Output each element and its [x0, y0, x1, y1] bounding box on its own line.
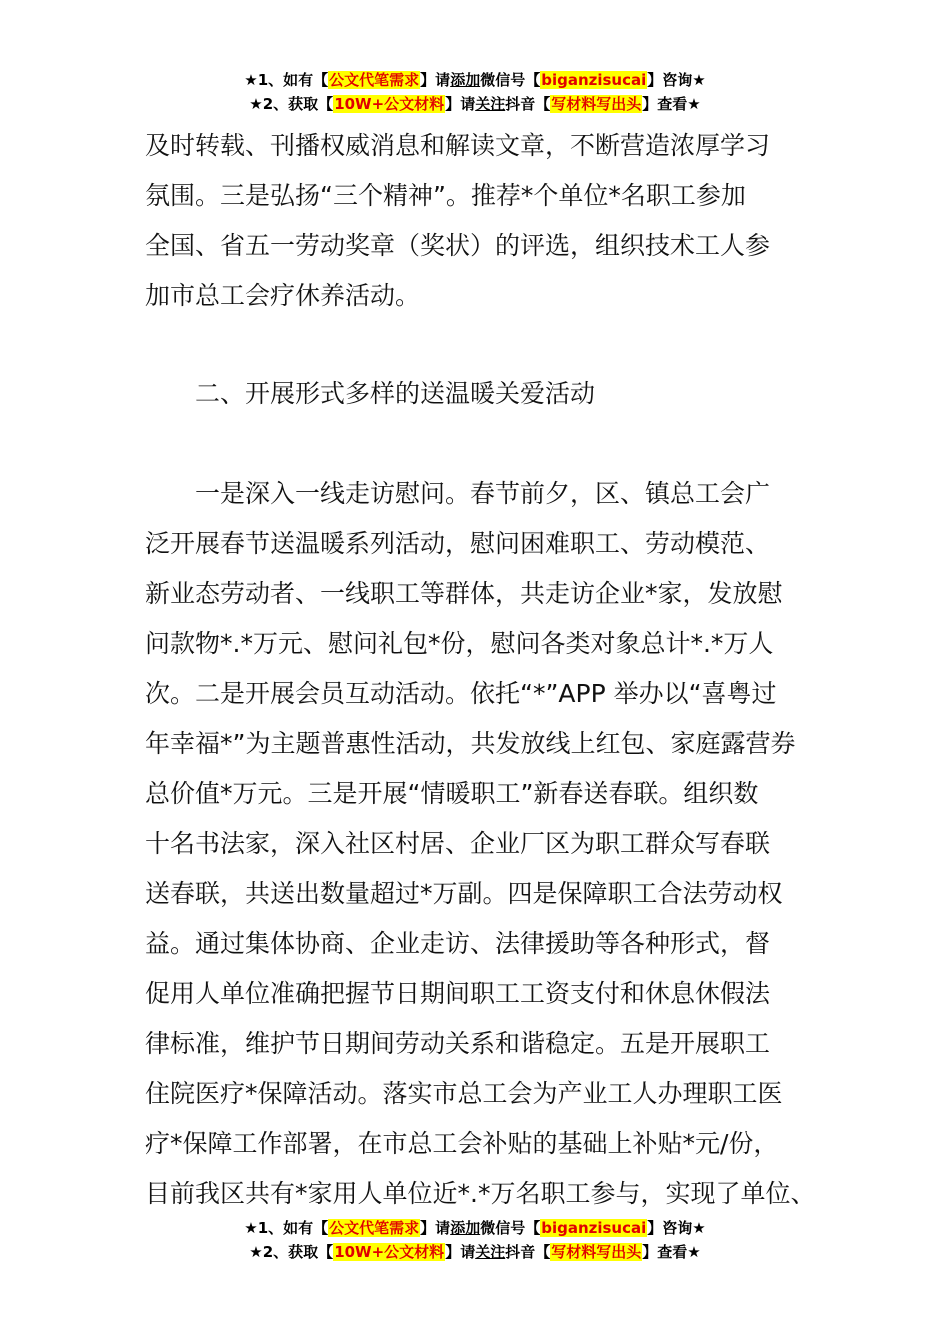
- promo-line-1: [0, 68, 950, 92]
- text-line: 疗*保障工作部署，在市总工会补贴的基础上补贴*元/份，: [145, 1129, 779, 1158]
- promo-text: 抖音【: [505, 1243, 551, 1261]
- douyin-account-highlight: 写材料写出头: [551, 95, 642, 113]
- promo-highlight: 公文代笔需求: [329, 71, 420, 89]
- text-line: 十名书法家，深入社区村居、企业厂区为职工群众写春联: [145, 829, 771, 858]
- text-line: 年幸福*”为主题普惠性活动，共发放线上红包、家庭露营券: [145, 729, 796, 758]
- text-line: 总价值*万元。三是开展“情暖职工”新春送春联。组织数: [145, 779, 759, 808]
- promo-underlined-text: 关注: [475, 1243, 506, 1261]
- douyin-account-highlight: 写材料写出头: [551, 1243, 642, 1261]
- promo-text: 】请: [420, 71, 451, 89]
- promo-text: 】请: [420, 1219, 451, 1237]
- promo-text: ★1、如有【: [244, 71, 329, 89]
- text-line: 送春联，共送出数量超过*万副。四是保障职工合法劳动权: [145, 879, 783, 908]
- paragraph-warmth-activities: [145, 469, 815, 1219]
- text-line: 问款物*.*万元、慰问礼包*份，慰问各类对象总计*.*万人: [145, 629, 774, 658]
- promo-text: 】请: [445, 95, 476, 113]
- text-line: 及时转载、刊播权威消息和解读文章，不断营造浓厚学习: [145, 131, 771, 160]
- promo-text: 】查看★: [642, 1243, 701, 1261]
- promo-line-2: [0, 1240, 950, 1264]
- promo-text: 】查看★: [642, 95, 701, 113]
- paragraph-continuation: [145, 121, 815, 321]
- promo-text: 】咨询★: [647, 1219, 706, 1237]
- text-line: 目前我区共有*家用人单位近*.*万名职工参与，实现了单位、: [145, 1179, 816, 1208]
- text-line: 全国、省五一劳动奖章（奖状）的评选，组织技术工人参: [145, 231, 771, 260]
- text-line: 律标准，维护节日期间劳动关系和谐稳定。五是开展职工: [145, 1029, 771, 1058]
- promo-text: 】请: [445, 1243, 476, 1261]
- promo-underlined-text: 添加: [450, 1219, 481, 1237]
- wechat-id-highlight: biganzisucai: [541, 71, 647, 89]
- text-line: 次。二是开展会员互动活动。依托“*”APP 举办以“喜粤过: [145, 679, 777, 708]
- promo-line-1: [0, 1216, 950, 1240]
- promo-underlined-text: 关注: [475, 95, 506, 113]
- promo-text: ★2、获取【: [249, 95, 334, 113]
- promo-highlight: 10W+公文材料: [334, 95, 445, 113]
- wechat-id-highlight: biganzisucai: [541, 1219, 647, 1237]
- promo-text: 微信号【: [480, 1219, 541, 1237]
- text-line: 促用人单位准确把握节日期间职工工资支付和休息休假法: [145, 979, 771, 1008]
- promo-text: ★2、获取【: [249, 1243, 334, 1261]
- promo-underlined-text: 添加: [450, 71, 481, 89]
- text-line: 住院医疗*保障活动。落实市总工会为产业工人办理职工医: [145, 1079, 783, 1108]
- promo-text: ★1、如有【: [244, 1219, 329, 1237]
- promo-highlight: 10W+公文材料: [334, 1243, 445, 1261]
- text-line: 泛开展春节送温暖系列活动，慰问困难职工、劳动模范、: [145, 529, 771, 558]
- text-line: 加市总工会疗休养活动。: [145, 281, 421, 310]
- section-heading: 二、开展形式多样的送温暖关爱活动: [195, 379, 596, 408]
- text-line: 氛围。三是弘扬“三个精神”。推荐*个单位*名职工参加: [145, 181, 746, 210]
- footer-promo-banner: [0, 1216, 950, 1264]
- promo-text: 抖音【: [505, 95, 551, 113]
- header-promo-banner: [0, 68, 950, 116]
- promo-text: 微信号【: [480, 71, 541, 89]
- promo-highlight: 公文代笔需求: [329, 1219, 420, 1237]
- text-line: 益。通过集体协商、企业走访、法律援助等各种形式，督: [145, 929, 771, 958]
- promo-line-2: [0, 92, 950, 116]
- promo-text: 】咨询★: [647, 71, 706, 89]
- text-line: 一是深入一线走访慰问。春节前夕，区、镇总工会广: [195, 479, 771, 508]
- text-line: 新业态劳动者、一线职工等群体，共走访企业*家，发放慰: [145, 579, 783, 608]
